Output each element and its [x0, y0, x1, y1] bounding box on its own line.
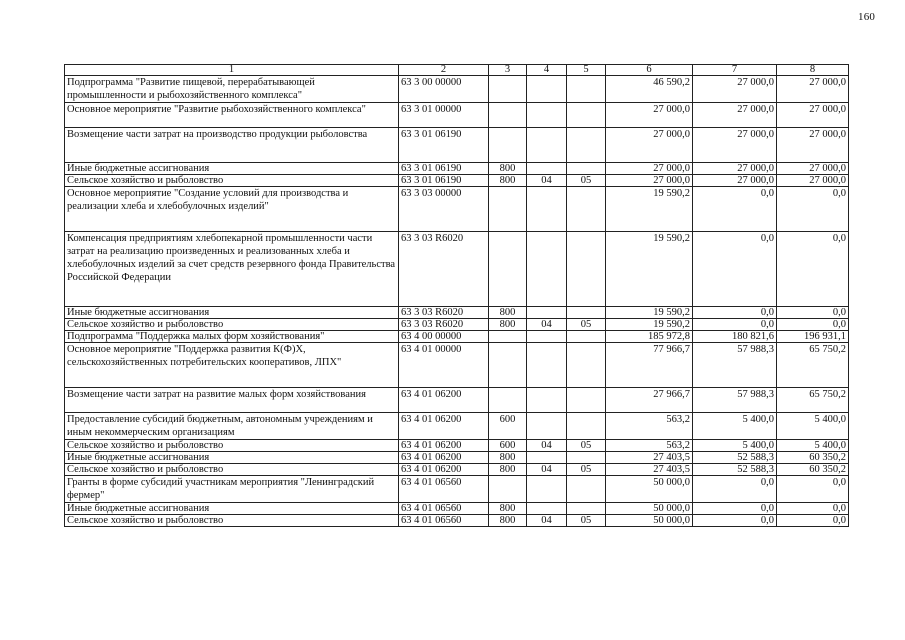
row-subsection-cell [567, 232, 606, 307]
row-value-cell: 27 000,0 [693, 128, 777, 163]
row-code-cell: 63 3 03 00000 [399, 187, 489, 232]
row-section-cell [527, 343, 567, 388]
column-header: 8 [777, 65, 849, 76]
row-value-cell: 27 000,0 [606, 163, 693, 175]
row-value-cell: 50 000,0 [606, 503, 693, 515]
row-value-cell: 563,2 [606, 440, 693, 452]
row-name-cell: Иные бюджетные ассигнования [65, 503, 399, 515]
table-row [65, 331, 849, 343]
row-value-cell: 19 590,2 [606, 307, 693, 319]
table-row [65, 503, 849, 515]
row-subsection-cell [567, 128, 606, 163]
row-section-cell: 04 [527, 440, 567, 452]
row-name-cell: Иные бюджетные ассигнования [65, 163, 399, 175]
row-code-cell: 63 4 01 06200 [399, 413, 489, 440]
row-subsection-cell [567, 163, 606, 175]
row-name-cell: Компенсация предприятиям хлебопекарной промышленности части затрат на реализацию произведенных и реализованных хлеба и хлебобулочных изделий за счет средств резервного фонда Правительства Российской Федерации [65, 232, 399, 307]
column-header: 5 [567, 65, 606, 76]
row-subsection-cell [567, 343, 606, 388]
row-value-cell: 0,0 [693, 307, 777, 319]
row-section-cell [527, 232, 567, 307]
row-code-cell: 63 4 01 00000 [399, 343, 489, 388]
row-section-cell [527, 388, 567, 413]
row-subsection-cell [567, 452, 606, 464]
row-kvr-cell: 600 [489, 440, 527, 452]
row-value-cell: 27 000,0 [693, 76, 777, 103]
row-kvr-cell [489, 103, 527, 128]
row-value-cell: 0,0 [777, 476, 849, 503]
row-code-cell: 63 3 01 06190 [399, 128, 489, 163]
row-code-cell: 63 4 01 06200 [399, 388, 489, 413]
row-value-cell: 27 000,0 [606, 128, 693, 163]
row-value-cell: 0,0 [777, 232, 849, 307]
table-row [65, 307, 849, 319]
row-value-cell: 0,0 [693, 503, 777, 515]
row-value-cell: 60 350,2 [777, 464, 849, 476]
row-value-cell: 27 000,0 [606, 103, 693, 128]
row-code-cell: 63 4 01 06200 [399, 440, 489, 452]
row-kvr-cell [489, 76, 527, 103]
row-code-cell: 63 4 00 00000 [399, 331, 489, 343]
row-section-cell [527, 476, 567, 503]
row-section-cell [527, 163, 567, 175]
row-subsection-cell [567, 331, 606, 343]
row-value-cell: 27 000,0 [777, 76, 849, 103]
row-value-cell: 185 972,8 [606, 331, 693, 343]
row-subsection-cell [567, 307, 606, 319]
row-kvr-cell [489, 187, 527, 232]
table-row [65, 175, 849, 187]
row-kvr-cell: 800 [489, 163, 527, 175]
row-kvr-cell: 800 [489, 515, 527, 527]
row-subsection-cell [567, 187, 606, 232]
row-section-cell [527, 76, 567, 103]
table-body [65, 76, 849, 527]
row-subsection-cell: 05 [567, 440, 606, 452]
row-value-cell: 0,0 [777, 515, 849, 527]
row-value-cell: 60 350,2 [777, 452, 849, 464]
column-header: 2 [399, 65, 489, 76]
row-value-cell: 52 588,3 [693, 464, 777, 476]
row-value-cell: 0,0 [693, 187, 777, 232]
row-value-cell: 5 400,0 [693, 440, 777, 452]
row-value-cell: 19 590,2 [606, 232, 693, 307]
row-subsection-cell: 05 [567, 515, 606, 527]
column-header: 6 [606, 65, 693, 76]
row-name-cell: Сельское хозяйство и рыболовство [65, 464, 399, 476]
row-name-cell: Сельское хозяйство и рыболовство [65, 319, 399, 331]
page-number: 160 [858, 11, 876, 23]
row-section-cell [527, 103, 567, 128]
table-row [65, 128, 849, 163]
row-value-cell: 27 000,0 [777, 103, 849, 128]
row-code-cell: 63 3 03 R6020 [399, 319, 489, 331]
table-row [65, 440, 849, 452]
table-row [65, 187, 849, 232]
row-name-cell: Иные бюджетные ассигнования [65, 452, 399, 464]
row-subsection-cell [567, 76, 606, 103]
row-value-cell: 0,0 [693, 319, 777, 331]
row-section-cell [527, 331, 567, 343]
row-section-cell [527, 503, 567, 515]
column-header: 4 [527, 65, 567, 76]
row-kvr-cell [489, 128, 527, 163]
row-kvr-cell: 800 [489, 175, 527, 187]
row-code-cell: 63 3 03 R6020 [399, 307, 489, 319]
row-value-cell: 5 400,0 [777, 440, 849, 452]
row-section-cell [527, 452, 567, 464]
row-value-cell: 27 000,0 [777, 163, 849, 175]
column-header: 7 [693, 65, 777, 76]
table-row [65, 388, 849, 413]
table-row [65, 76, 849, 103]
row-section-cell [527, 307, 567, 319]
row-subsection-cell [567, 413, 606, 440]
row-kvr-cell: 800 [489, 319, 527, 331]
row-code-cell: 63 3 01 06190 [399, 175, 489, 187]
row-subsection-cell: 05 [567, 319, 606, 331]
row-value-cell: 57 988,3 [693, 388, 777, 413]
row-kvr-cell [489, 388, 527, 413]
row-value-cell: 50 000,0 [606, 476, 693, 503]
row-subsection-cell [567, 103, 606, 128]
row-value-cell: 57 988,3 [693, 343, 777, 388]
row-kvr-cell [489, 343, 527, 388]
row-value-cell: 0,0 [693, 476, 777, 503]
row-subsection-cell [567, 388, 606, 413]
row-section-cell: 04 [527, 464, 567, 476]
row-section-cell: 04 [527, 319, 567, 331]
row-value-cell: 180 821,6 [693, 331, 777, 343]
row-name-cell: Сельское хозяйство и рыболовство [65, 440, 399, 452]
row-value-cell: 65 750,2 [777, 343, 849, 388]
row-kvr-cell: 600 [489, 413, 527, 440]
table-row [65, 319, 849, 331]
row-code-cell: 63 3 03 R6020 [399, 232, 489, 307]
row-value-cell: 5 400,0 [777, 413, 849, 440]
table-row [65, 163, 849, 175]
row-value-cell: 65 750,2 [777, 388, 849, 413]
row-name-cell: Сельское хозяйство и рыболовство [65, 515, 399, 527]
column-header: 1 [65, 65, 399, 76]
row-kvr-cell [489, 232, 527, 307]
header-row [65, 65, 849, 76]
row-value-cell: 27 403,5 [606, 464, 693, 476]
row-kvr-cell: 800 [489, 452, 527, 464]
row-value-cell: 27 403,5 [606, 452, 693, 464]
column-header: 3 [489, 65, 527, 76]
table-row [65, 413, 849, 440]
row-kvr-cell: 800 [489, 307, 527, 319]
row-kvr-cell [489, 476, 527, 503]
row-name-cell: Возмещение части затрат на производство продукции рыболовства [65, 128, 399, 163]
row-kvr-cell: 800 [489, 503, 527, 515]
row-value-cell: 50 000,0 [606, 515, 693, 527]
row-name-cell: Гранты в форме субсидий участникам мероприятия "Ленинградский фермер" [65, 476, 399, 503]
row-section-cell [527, 128, 567, 163]
row-name-cell: Возмещение части затрат на развитие малых форм хозяйствования [65, 388, 399, 413]
row-code-cell: 63 4 01 06200 [399, 464, 489, 476]
row-name-cell: Подпрограмма "Развитие пищевой, перерабатывающей промышленности и рыбохозяйственного комплекса" [65, 76, 399, 103]
row-value-cell: 27 000,0 [693, 175, 777, 187]
row-value-cell: 46 590,2 [606, 76, 693, 103]
row-name-cell: Основное мероприятие "Поддержка развития К(Ф)Х, сельскохозяйственных потребительских кооперативов, ЛПХ" [65, 343, 399, 388]
row-section-cell [527, 187, 567, 232]
row-name-cell: Основное мероприятие "Развитие рыбохозяйственного комплекса" [65, 103, 399, 128]
row-value-cell: 19 590,2 [606, 187, 693, 232]
row-code-cell: 63 4 01 06560 [399, 503, 489, 515]
table-row [65, 343, 849, 388]
row-code-cell: 63 4 01 06560 [399, 476, 489, 503]
budget-table [64, 64, 849, 527]
row-value-cell: 0,0 [777, 319, 849, 331]
table-row [65, 476, 849, 503]
row-kvr-cell: 800 [489, 464, 527, 476]
row-subsection-cell: 05 [567, 175, 606, 187]
row-value-cell: 563,2 [606, 413, 693, 440]
row-code-cell: 63 3 01 06190 [399, 163, 489, 175]
row-name-cell: Подпрограмма "Поддержка малых форм хозяйствования" [65, 331, 399, 343]
row-value-cell: 0,0 [777, 187, 849, 232]
row-subsection-cell [567, 476, 606, 503]
row-subsection-cell [567, 503, 606, 515]
table-row [65, 452, 849, 464]
table-row [65, 232, 849, 307]
row-value-cell: 27 000,0 [693, 163, 777, 175]
row-name-cell: Иные бюджетные ассигнования [65, 307, 399, 319]
row-value-cell: 27 000,0 [777, 128, 849, 163]
row-value-cell: 0,0 [777, 307, 849, 319]
row-section-cell [527, 413, 567, 440]
row-value-cell: 19 590,2 [606, 319, 693, 331]
table-row [65, 515, 849, 527]
row-code-cell: 63 4 01 06200 [399, 452, 489, 464]
row-value-cell: 27 000,0 [777, 175, 849, 187]
row-value-cell: 27 966,7 [606, 388, 693, 413]
table-row [65, 464, 849, 476]
row-name-cell: Сельское хозяйство и рыболовство [65, 175, 399, 187]
row-value-cell: 27 000,0 [606, 175, 693, 187]
row-kvr-cell [489, 331, 527, 343]
row-value-cell: 0,0 [693, 232, 777, 307]
row-section-cell: 04 [527, 175, 567, 187]
row-section-cell: 04 [527, 515, 567, 527]
row-value-cell: 77 966,7 [606, 343, 693, 388]
row-code-cell: 63 4 01 06560 [399, 515, 489, 527]
row-value-cell: 0,0 [693, 515, 777, 527]
row-value-cell: 27 000,0 [693, 103, 777, 128]
row-name-cell: Предоставление субсидий бюджетным, автономным учреждениям и иным некоммерческим организациям [65, 413, 399, 440]
table-row [65, 103, 849, 128]
row-value-cell: 52 588,3 [693, 452, 777, 464]
row-code-cell: 63 3 01 00000 [399, 103, 489, 128]
row-value-cell: 0,0 [777, 503, 849, 515]
row-value-cell: 196 931,1 [777, 331, 849, 343]
row-value-cell: 5 400,0 [693, 413, 777, 440]
row-code-cell: 63 3 00 00000 [399, 76, 489, 103]
row-subsection-cell: 05 [567, 464, 606, 476]
row-name-cell: Основное мероприятие "Создание условий для производства и реализации хлеба и хлебобулочных изделий" [65, 187, 399, 232]
